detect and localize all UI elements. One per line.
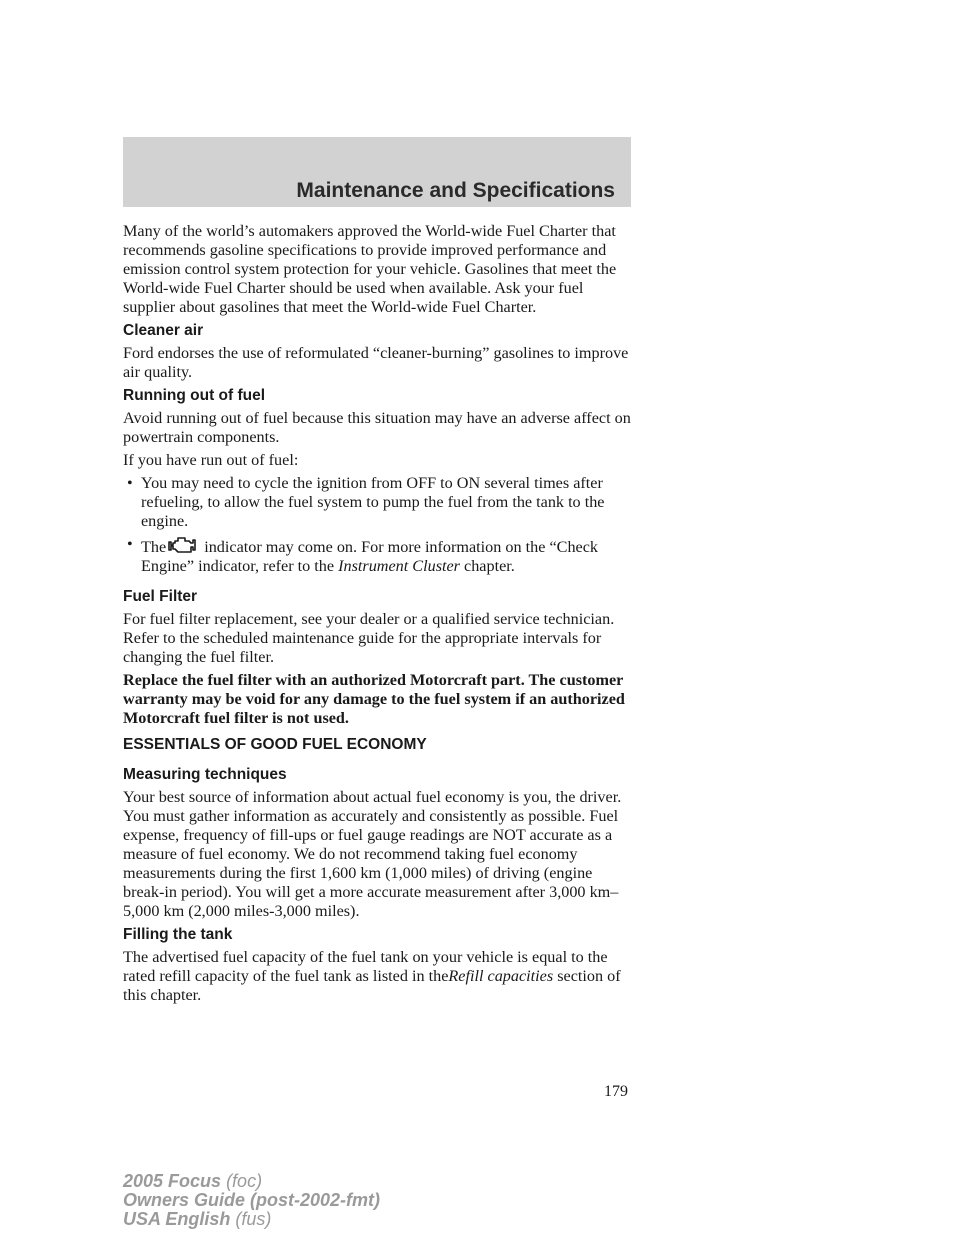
heading-measuring: Measuring techniques: [123, 766, 287, 783]
bullet-text: You may need to cycle the ignition from OFF to ON several times after refueling, to allow the fuel system to pump the fuel from the tank to the engine.: [141, 474, 605, 530]
filling-text-pre: The advertised fuel capacity of the fuel tank on your vehicle is equal to the rated refill capacity of the fuel tank as listed in the: [123, 948, 608, 985]
filling-text-post: section of this chapter.: [123, 967, 621, 1004]
footer-model-code: (foc): [221, 1171, 263, 1191]
heading-essentials: ESSENTIALS OF GOOD FUEL ECONOMY: [123, 736, 427, 753]
heading-cleaner-air: Cleaner air: [123, 322, 204, 339]
bullet-text-pre: The: [141, 538, 167, 556]
heading-fuel-filter: Fuel Filter: [123, 588, 198, 605]
cleaner-air-paragraph: Ford endorses the use of reformulated “cleaner-burning” gasolines to improve air quality.: [123, 344, 629, 381]
bullet-text-post: chapter.: [459, 557, 515, 575]
footer-line-2: Owners Guide (post-2002-fmt): [123, 1190, 381, 1210]
footer-line-3: [123, 1210, 380, 1229]
list-item: [123, 474, 635, 531]
intro-paragraph: Many of the world’s automakers approved the World-wide Fuel Charter that recommends gasoline specifications to provide improved performance and emission control system protection for your vehicle. Gasolines that meet the World-wide Fuel Charter should be used when available. Ask your fuel supplier about gasolines that meet the World-wide Fuel Charter.: [123, 222, 617, 316]
filling-paragraph: [123, 948, 635, 1005]
bullet-dot: •: [127, 474, 133, 492]
measuring-paragraph: Your best source of information about actual fuel economy is you, the driver. You must gather information as accurately and consistently as possible. Fuel expense, frequency of fill-ups or fuel gauge readings are NOT accurate as a measure of fuel economy. We do not recommend taking fuel economy measurements during the first 1,600 km (1,000 miles) of driving (engine break-in period). You will get a more accurate measurement after 3,000 km–5,000 km (2,000 miles-3,000 miles).: [123, 788, 622, 920]
bullet-text-mid: indicator may come on. For more information on the “Check Engine” indicator, refer to the: [141, 538, 599, 575]
cross-reference: Refill capacities: [448, 967, 554, 985]
cross-reference: Instrument Cluster: [338, 557, 460, 575]
heading-filling: Filling the tank: [123, 926, 233, 943]
fuel-filter-warning: Replace the fuel filter with an authorized Motorcraft part. The customer warranty may be void for any damage to the fuel system if an authorized Motorcraft fuel filter is not used.: [123, 671, 625, 727]
running-out-lead: If you have run out of fuel:: [123, 451, 299, 469]
page-number: 179: [604, 1083, 628, 1100]
header-band: [123, 137, 631, 207]
running-out-paragraph: Avoid running out of fuel because this situation may have an adverse affect on powertrain components.: [123, 409, 631, 446]
fuel-filter-paragraph: For fuel filter replacement, see your dealer or a qualified service technician. Refer to the scheduled maintenance guide for the appropriate intervals for changing the fuel filter.: [123, 610, 615, 666]
footer-line-1: [123, 1172, 380, 1191]
footer-model: 2005 Focus: [123, 1171, 222, 1191]
bullet-dot: •: [127, 535, 133, 553]
footer-language-code: (fus): [230, 1209, 272, 1229]
check-engine-icon: [166, 535, 200, 555]
list-item: [123, 535, 635, 576]
page-title: Maintenance and Specifications: [296, 179, 615, 202]
heading-running-out: Running out of fuel: [123, 387, 266, 404]
footer-language: USA English: [123, 1209, 231, 1229]
footer: [123, 1172, 380, 1229]
page-content: [123, 222, 635, 1005]
